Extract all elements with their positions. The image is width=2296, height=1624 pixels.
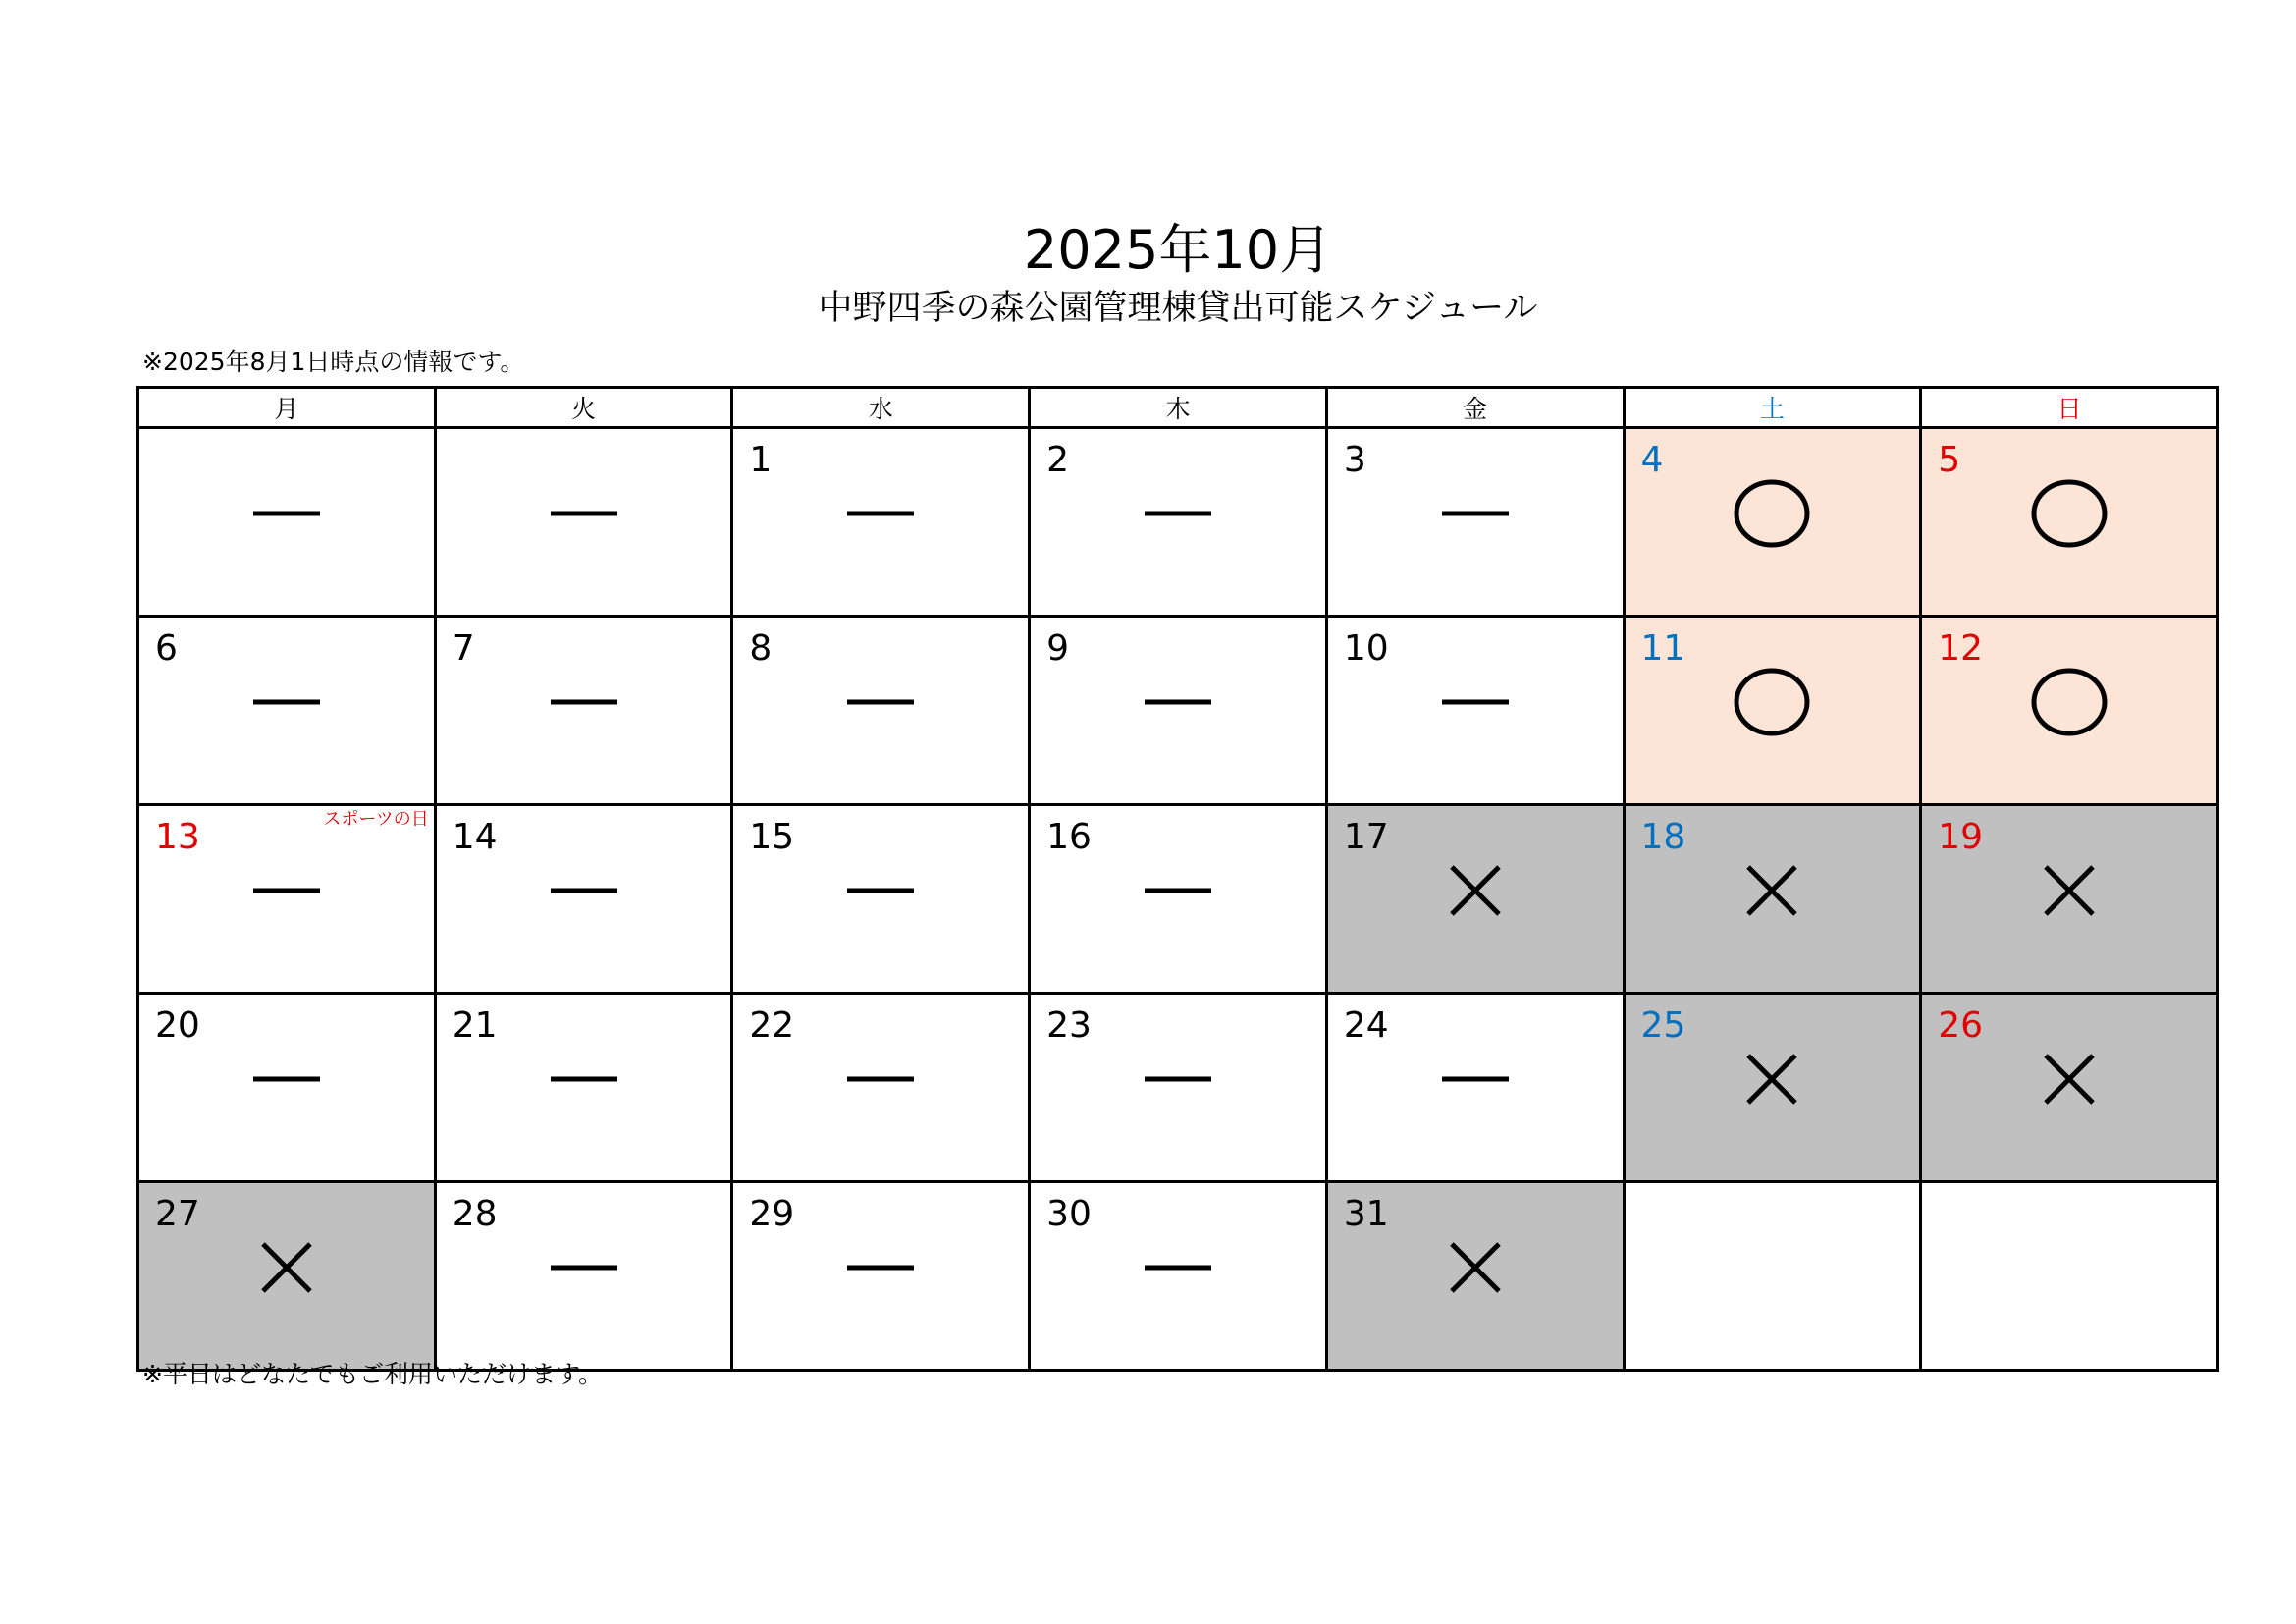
calendar-week-row <box>138 994 2218 1182</box>
weekday-label: 日 <box>2056 395 2082 423</box>
calendar-day-cell <box>1624 994 1921 1182</box>
day-number: 20 <box>155 1005 200 1046</box>
day-number: 28 <box>452 1194 498 1234</box>
day-number: 13 <box>155 817 200 857</box>
day-number: 10 <box>1343 628 1389 669</box>
day-number: 15 <box>749 817 795 857</box>
calendar-day-cell <box>435 805 732 994</box>
day-number: 1 <box>749 440 773 480</box>
calendar-day-cell <box>732 805 1030 994</box>
dash-mark-icon <box>545 663 623 741</box>
calendar-week-row <box>138 617 2218 805</box>
calendar-day-cell <box>1326 994 1624 1182</box>
calendar-grid <box>136 386 2219 1372</box>
weekday-header-row <box>138 388 2218 428</box>
calendar-day-cell <box>732 994 1030 1182</box>
calendar-day-cell <box>138 1182 436 1371</box>
weekday-label: 水 <box>868 395 893 423</box>
calendar-day-cell <box>1624 805 1921 994</box>
day-number: 8 <box>749 628 773 669</box>
calendar-day-cell <box>1326 428 1624 617</box>
holiday-label: スポーツの日 <box>323 809 429 830</box>
day-number: 23 <box>1046 1005 1092 1046</box>
dash-mark-icon <box>841 851 920 930</box>
dash-mark-icon <box>1436 663 1515 741</box>
day-number: 21 <box>452 1005 498 1046</box>
calendar-day-cell <box>732 617 1030 805</box>
weekday-header <box>732 388 1030 428</box>
day-number: 7 <box>452 628 475 669</box>
day-number: 22 <box>749 1005 795 1046</box>
cross-mark-icon <box>1733 851 1811 930</box>
day-number: 3 <box>1343 440 1366 480</box>
day-number: 4 <box>1640 440 1664 480</box>
circle-mark-icon <box>1733 474 1811 553</box>
calendar-empty-cell <box>1921 1182 2218 1371</box>
day-number: 6 <box>155 628 178 669</box>
calendar-day-cell <box>435 617 732 805</box>
weekday-label: 火 <box>571 395 597 423</box>
calendar-day-cell <box>1326 1182 1624 1371</box>
calendar-day-cell <box>138 994 436 1182</box>
calendar-day-cell <box>1624 428 1921 617</box>
calendar-day-cell <box>435 428 732 617</box>
dash-mark-icon <box>545 851 623 930</box>
dash-mark-icon <box>1139 474 1217 553</box>
dash-mark-icon <box>1139 663 1217 741</box>
calendar-day-cell <box>138 428 436 617</box>
dash-mark-icon <box>247 474 326 553</box>
calendar-day-cell <box>1326 617 1624 805</box>
cross-mark-icon <box>1436 1228 1515 1307</box>
weekday-header <box>1030 388 1327 428</box>
calendar-day-cell <box>1030 428 1327 617</box>
weekday-label: 月 <box>274 395 299 423</box>
calendar-day-cell <box>435 1182 732 1371</box>
weekday-header <box>1921 388 2218 428</box>
day-number: 29 <box>749 1194 795 1234</box>
dash-mark-icon <box>247 851 326 930</box>
day-number: 11 <box>1640 628 1686 669</box>
dash-mark-icon <box>841 1228 920 1307</box>
dash-mark-icon <box>1139 851 1217 930</box>
weekday-label: 木 <box>1165 395 1191 423</box>
day-number: 27 <box>155 1194 200 1234</box>
calendar-day-cell <box>1030 1182 1327 1371</box>
weekday-label: 土 <box>1759 395 1785 423</box>
calendar-day-cell <box>1326 805 1624 994</box>
day-number: 17 <box>1343 817 1389 857</box>
calendar-day-cell <box>1921 805 2218 994</box>
calendar-day-cell <box>138 617 436 805</box>
weekday-header <box>435 388 732 428</box>
day-number: 9 <box>1046 628 1070 669</box>
weekday-usage-note: ※平日はどなたでもご利用いただけます。 <box>142 1360 603 1388</box>
day-number: 31 <box>1343 1194 1389 1234</box>
calendar-day-cell <box>1624 617 1921 805</box>
day-number: 18 <box>1640 817 1686 857</box>
calendar-day-cell <box>138 805 436 994</box>
dash-mark-icon <box>841 474 920 553</box>
calendar-day-cell <box>435 994 732 1182</box>
day-number: 12 <box>1938 628 1984 669</box>
day-number: 19 <box>1938 817 1984 857</box>
calendar-week-row <box>138 428 2218 617</box>
cross-mark-icon <box>1436 851 1515 930</box>
calendar-day-cell <box>732 1182 1030 1371</box>
page-title: 2025年10月 <box>1023 219 1333 281</box>
dash-mark-icon <box>841 1040 920 1118</box>
day-number: 5 <box>1938 440 1961 480</box>
calendar-empty-cell <box>1624 1182 1921 1371</box>
weekday-label: 金 <box>1463 395 1488 423</box>
day-number: 30 <box>1046 1194 1092 1234</box>
weekday-header <box>1624 388 1921 428</box>
circle-mark-icon <box>2030 663 2109 741</box>
weekday-header <box>138 388 436 428</box>
page-subtitle: 中野四季の森公園管理棟貸出可能スケジュール <box>818 289 1538 328</box>
weekday-header <box>1326 388 1624 428</box>
day-number: 16 <box>1046 817 1092 857</box>
calendar-day-cell <box>1921 994 2218 1182</box>
info-date-note: ※2025年8月1日時点の情報です。 <box>142 348 525 376</box>
dash-mark-icon <box>841 663 920 741</box>
dash-mark-icon <box>1436 474 1515 553</box>
dash-mark-icon <box>545 474 623 553</box>
dash-mark-icon <box>1436 1040 1515 1118</box>
calendar-day-cell <box>1030 994 1327 1182</box>
day-number: 26 <box>1938 1005 1984 1046</box>
calendar-day-cell <box>1030 617 1327 805</box>
dash-mark-icon <box>247 663 326 741</box>
dash-mark-icon <box>1139 1228 1217 1307</box>
dash-mark-icon <box>545 1040 623 1118</box>
circle-mark-icon <box>1733 663 1811 741</box>
calendar-day-cell <box>1921 617 2218 805</box>
dash-mark-icon <box>1139 1040 1217 1118</box>
day-number: 14 <box>452 817 498 857</box>
cross-mark-icon <box>247 1228 326 1307</box>
day-number: 25 <box>1640 1005 1686 1046</box>
cross-mark-icon <box>2030 851 2109 930</box>
calendar-week-row <box>138 805 2218 994</box>
day-number: 24 <box>1343 1005 1389 1046</box>
cross-mark-icon <box>1733 1040 1811 1118</box>
calendar-week-row <box>138 1182 2218 1371</box>
calendar-day-cell <box>1030 805 1327 994</box>
dash-mark-icon <box>247 1040 326 1118</box>
calendar-day-cell <box>1921 428 2218 617</box>
day-number: 2 <box>1046 440 1070 480</box>
calendar-body <box>138 428 2218 1371</box>
circle-mark-icon <box>2030 474 2109 553</box>
calendar-day-cell <box>732 428 1030 617</box>
dash-mark-icon <box>545 1228 623 1307</box>
cross-mark-icon <box>2030 1040 2109 1118</box>
